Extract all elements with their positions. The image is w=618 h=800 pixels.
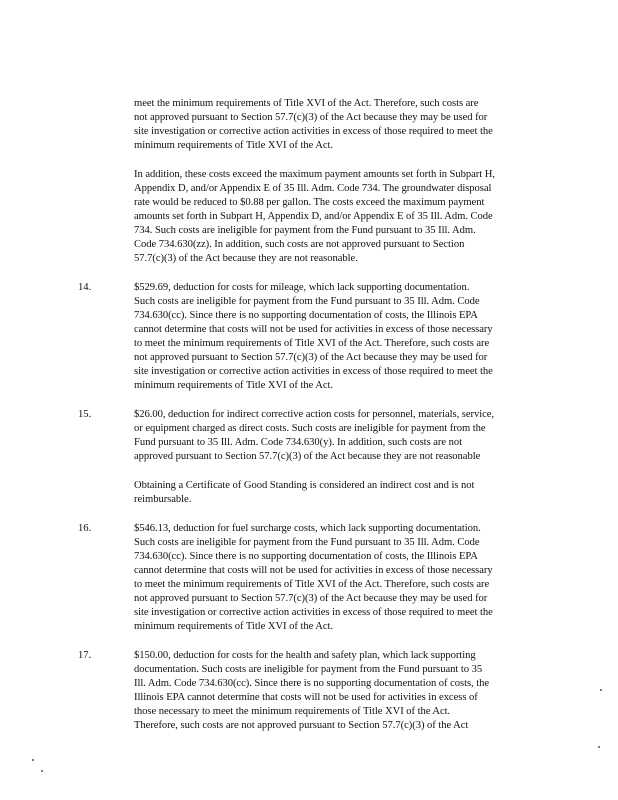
text-line: site investigation or corrective action activities in excess of those required to meet the — [134, 126, 493, 137]
text-line: Obtaining a Certificate of Good Standing is considered an indirect cost and is not — [134, 480, 475, 491]
text-line: not approved pursuant to Section 57.7(c)(3) of the Act because they may be used for — [134, 112, 488, 123]
item-number: 14. — [78, 282, 92, 293]
text-line: minimum requirements of Title XVI of the Act. — [134, 621, 334, 632]
scan-speck — [41, 770, 43, 772]
text-line: documentation. Such costs are ineligible for payment from the Fund pursuant to 35 — [134, 664, 483, 675]
text-line: approved pursuant to Section 57.7(c)(3) of the Act because they are not reasonable — [134, 451, 481, 462]
text-line: those necessary to meet the minimum requirements of Title XVI of the Act. — [134, 706, 451, 717]
text-line: 734.630(cc). Since there is no supporting documentation of costs, the Illinois EPA — [134, 551, 478, 562]
text-line: reimbursable. — [134, 494, 192, 505]
text-line: to meet the minimum requirements of Title XVI of the Act. Therefore, such costs are — [134, 579, 490, 590]
text-line: Code 734.630(zz). In addition, such costs are not approved pursuant to Section — [134, 239, 465, 250]
text-line: site investigation or corrective action activities in excess of those required to meet the — [134, 607, 493, 618]
text-line: to meet the minimum requirements of Title XVI of the Act. Therefore, such costs are — [134, 338, 490, 349]
scan-speck — [600, 689, 602, 691]
text-line: not approved pursuant to Section 57.7(c)(3) of the Act because they may be used for — [134, 352, 488, 363]
text-line: cannot determine that costs will not be used for activities in excess of those necessary — [134, 565, 493, 576]
scan-speck — [32, 759, 34, 761]
text-line: site investigation or corrective action activities in excess of those required to meet the — [134, 366, 493, 377]
text-line: $150.00, deduction for costs for the health and safety plan, which lack supporting — [134, 650, 476, 661]
item-number: 17. — [78, 650, 92, 661]
text-line: not approved pursuant to Section 57.7(c)(3) of the Act because they may be used for — [134, 593, 488, 604]
text-line: In addition, these costs exceed the maximum payment amounts set forth in Subpart H, — [134, 169, 495, 180]
text-line: meet the minimum requirements of Title XVI of the Act. Therefore, such costs are — [134, 98, 479, 109]
text-line: Therefore, such costs are not approved pursuant to Section 57.7(c)(3) of the Act — [134, 720, 469, 731]
text-line: $529.69, deduction for costs for mileage, which lack supporting documentation. — [134, 282, 470, 293]
text-line: 734.630(cc). Since there is no supporting documentation of costs, the Illinois EPA — [134, 310, 478, 321]
scan-speck — [598, 746, 600, 748]
text-line: Illinois EPA cannot determine that costs will not be used for activities in excess of — [134, 692, 478, 703]
text-line: $26.00, deduction for indirect corrective action costs for personnel, materials, service, — [134, 409, 495, 420]
item-number: 15. — [78, 409, 92, 420]
text-line: 734. Such costs are ineligible for payment from the Fund pursuant to 35 Ill. Adm. — [134, 225, 476, 236]
text-line: minimum requirements of Title XVI of the Act. — [134, 140, 334, 151]
text-line: Such costs are ineligible for payment from the Fund pursuant to 35 Ill. Adm. Code — [134, 296, 480, 307]
text-line: Such costs are ineligible for payment from the Fund pursuant to 35 Ill. Adm. Code — [134, 537, 480, 548]
text-line: Ill. Adm. Code 734.630(cc). Since there is no supporting documentation of costs, the — [134, 678, 490, 689]
item-number: 16. — [78, 523, 92, 534]
text-line: Appendix D, and/or Appendix E of 35 Ill. Adm. Code 734. The groundwater disposal — [134, 183, 492, 194]
text-line: rate would be reduced to $0.88 per gallon. The costs exceed the maximum payment — [134, 197, 485, 208]
text-line: 57.7(c)(3) of the Act because they are not reasonable. — [134, 253, 358, 264]
text-line: cannot determine that costs will not be used for activities in excess of those necessary — [134, 324, 493, 335]
text-line: or equipment charged as direct costs. Such costs are ineligible for payment from the — [134, 423, 486, 434]
text-line: $546.13, deduction for fuel surcharge costs, which lack supporting documentation. — [134, 523, 481, 534]
text-line: Fund pursuant to 35 Ill. Adm. Code 734.630(y). In addition, such costs are not — [134, 437, 463, 448]
text-line: amounts set forth in Subpart H, Appendix D, and/or Appendix E of 35 Ill. Adm. Code — [134, 211, 493, 222]
text-line: minimum requirements of Title XVI of the Act. — [134, 380, 334, 391]
